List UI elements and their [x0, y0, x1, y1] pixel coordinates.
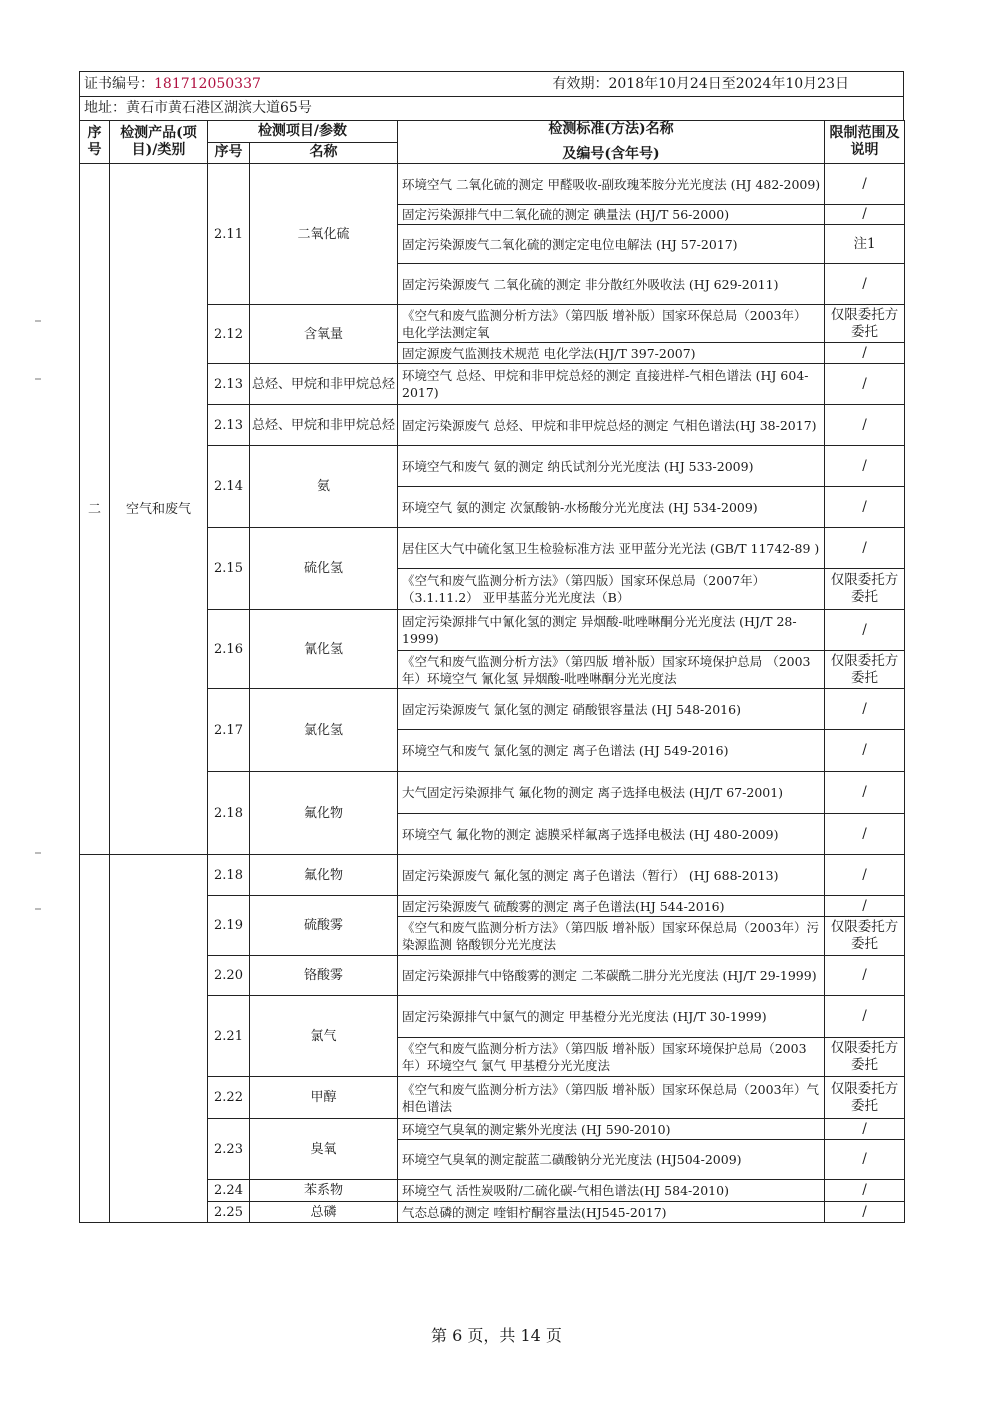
table-row: [80, 855, 905, 896]
standard-method: 固定污染源排气中二氧化硫的测定 碘量法 (HJ/T 56-2000): [398, 205, 825, 225]
limit-note: /: [825, 772, 905, 814]
limit-note: /: [825, 343, 905, 364]
item-name: 苯系物: [250, 1180, 398, 1202]
standard-method: 环境空气和废气 氨的测定 纳氏试剂分光光度法 (HJ 533-2009): [398, 446, 825, 487]
item-seq: 2.18: [208, 855, 250, 896]
item-name: 总烃、甲烷和非甲烷总烃: [250, 364, 398, 405]
standard-method: 固定污染源废气 氟化氢的测定 离子色谱法（暂行） (HJ 688-2013): [398, 855, 825, 896]
limit-note: 注1: [825, 225, 905, 264]
standard-method: 《空气和废气监测分析方法》（第四版 增补版）国家环保总局（2003年）污染源监测 铬酸钡分光光度法: [398, 917, 825, 956]
standard-method: 环境空气 二氧化硫的测定 甲醛吸收-副玫瑰苯胺分光光度法 (HJ 482-2009): [398, 164, 825, 205]
standard-method: 环境空气和废气 氯化氢的测定 离子色谱法 (HJ 549-2016): [398, 730, 825, 772]
item-seq: 2.13: [208, 405, 250, 446]
standard-method: 居住区大气中硫化氢卫生检验标准方法 亚甲蓝分光光法 (GB/T 11742-89 ): [398, 528, 825, 569]
standard-method: 固定源废气监测技术规范 电化学法(HJ/T 397-2007): [398, 343, 825, 364]
limit-note: /: [825, 1119, 905, 1140]
standard-method: 环境空气 氟化物的测定 滤膜采样氟离子选择电极法 (HJ 480-2009): [398, 814, 825, 855]
col-standard-line2: 及编号(含年号): [562, 146, 660, 162]
item-name: 铬酸雾: [250, 956, 398, 996]
limit-note: /: [825, 1140, 905, 1180]
item-seq: 2.20: [208, 956, 250, 996]
standard-method: 环境空气 总烃、甲烷和非甲烷总烃的测定 直接进样-气相色谱法 (HJ 604-2017): [398, 364, 825, 405]
standard-method: 环境空气臭氧的测定靛蓝二磺酸钠分光光度法 (HJ504-2009): [398, 1140, 825, 1180]
item-seq: 2.24: [208, 1180, 250, 1202]
category-name: 空气和废气: [110, 164, 208, 855]
col-seq: 序号: [80, 121, 110, 164]
limit-note: /: [825, 996, 905, 1038]
standard-method: 《空气和废气监测分析方法》（第四版）国家环保总局（2007年）（3.1.11.2） 亚甲基蓝分光光度法（B）: [398, 569, 825, 610]
item-seq: 2.17: [208, 689, 250, 772]
item-seq: 2.13: [208, 364, 250, 405]
col-standard-line1: 检测标准(方法)名称: [548, 121, 674, 137]
item-seq: 2.23: [208, 1119, 250, 1180]
limit-note: /: [825, 1180, 905, 1202]
col-product: 检测产品(项目)/类别: [110, 121, 208, 164]
col-item-name: 名称: [250, 142, 398, 164]
standard-method: 固定污染源排气中氰化氢的测定 异烟酸-吡唑啉酮分光光度法 (HJ/T 28-1999): [398, 610, 825, 651]
item-name: 氯气: [250, 996, 398, 1077]
limit-note: /: [825, 1202, 905, 1223]
item-name: 总烃、甲烷和非甲烷总烃: [250, 405, 398, 446]
item-seq: 2.16: [208, 610, 250, 689]
page-number: 第 6 页，共 14 页: [431, 1326, 562, 1345]
col-limit: 限制范围及说明: [825, 121, 905, 164]
standard-method: 《空气和废气监测分析方法》（第四版 增补版）国家环保总局（2003年） 电化学法测定氧: [398, 305, 825, 343]
standard-method: 固定污染源排气中氯气的测定 甲基橙分光光度法 (HJ/T 30-1999): [398, 996, 825, 1038]
limit-note: /: [825, 730, 905, 772]
col-standard: [398, 121, 825, 164]
scan-mark: [35, 852, 41, 854]
item-name: 硫酸雾: [250, 896, 398, 956]
limit-note: 仅限委托方委托: [825, 1077, 905, 1119]
scan-mark: [35, 320, 41, 322]
item-name: 总磷: [250, 1202, 398, 1223]
scan-mark: [35, 908, 41, 910]
item-seq: 2.21: [208, 996, 250, 1077]
item-name: 氟化物: [250, 772, 398, 855]
col-item-group: 检测项目/参数: [208, 121, 398, 143]
cert-label: 证书编号：: [84, 76, 154, 92]
limit-note: 仅限委托方委托: [825, 1038, 905, 1077]
limit-note: /: [825, 446, 905, 487]
limit-note: /: [825, 264, 905, 305]
item-seq: 2.19: [208, 896, 250, 956]
limit-note: /: [825, 164, 905, 205]
standard-method: 《空气和废气监测分析方法》（第四版 增补版）国家环境保护总局（2003年）环境空气 氯气 甲基橙分光光度法: [398, 1038, 825, 1077]
item-name: 氨: [250, 446, 398, 528]
standard-method: 气态总磷的测定 喹钼柠酮容量法(HJ545-2017): [398, 1202, 825, 1223]
standard-method: 《空气和废气监测分析方法》（第四版 增补版）国家环保总局（2003年）气相色谱法: [398, 1077, 825, 1119]
item-name: 臭氧: [250, 1119, 398, 1180]
item-name: 氰化氢: [250, 610, 398, 689]
limit-note: /: [825, 689, 905, 730]
category-name-cont: [110, 855, 208, 1223]
standard-method: 固定污染源废气 硫酸雾的测定 离子色谱法(HJ 544-2016): [398, 896, 825, 917]
cert-number-value: 181712050337: [154, 76, 261, 92]
item-name: 二氧化硫: [250, 164, 398, 305]
limit-note: /: [825, 610, 905, 651]
scan-mark: [35, 378, 41, 380]
item-name: 氟化物: [250, 855, 398, 896]
item-seq: 2.14: [208, 446, 250, 528]
limit-note: 仅限委托方委托: [825, 569, 905, 610]
standard-method: 环境空气 活性炭吸附/二硫化碳-气相色谱法(HJ 584-2010): [398, 1180, 825, 1202]
item-seq: 2.15: [208, 528, 250, 610]
limit-note: /: [825, 956, 905, 996]
standard-method: 《空气和废气监测分析方法》（第四版 增补版）国家环境保护总局 （2003年）环境空气 氰化氢 异烟酸-吡唑啉酮分光光度法: [398, 651, 825, 689]
limit-note: /: [825, 205, 905, 225]
limit-note: /: [825, 855, 905, 896]
limit-note: /: [825, 405, 905, 446]
standard-method: 固定污染源排气中铬酸雾的测定 二苯碳酰二肼分光光度法 (HJ/T 29-1999): [398, 956, 825, 996]
table-header: [80, 121, 905, 164]
validity-period: 有效期：2018年10月24日至2024年10月23日: [552, 76, 849, 92]
standard-method: 固定污染源废气 总烃、甲烷和非甲烷总烃的测定 气相色谱法(HJ 38-2017): [398, 405, 825, 446]
limit-note: /: [825, 896, 905, 917]
limit-note: /: [825, 528, 905, 569]
table-body: [80, 164, 905, 1223]
limit-note: 仅限委托方委托: [825, 305, 905, 343]
item-seq: 2.22: [208, 1077, 250, 1119]
certificate-number: [84, 72, 261, 96]
standard-method: 固定污染源废气二氧化硫的测定定电位电解法 (HJ 57-2017): [398, 225, 825, 264]
item-name: 硫化氢: [250, 528, 398, 610]
category-seq: 二: [80, 164, 110, 855]
item-seq: 2.11: [208, 164, 250, 305]
item-name: 含氧量: [250, 305, 398, 364]
item-seq: 2.25: [208, 1202, 250, 1223]
item-seq: 2.12: [208, 305, 250, 364]
limit-note: 仅限委托方委托: [825, 917, 905, 956]
address: 地址：黄石市黄石港区湖滨大道65号: [79, 96, 904, 120]
limit-note: /: [825, 814, 905, 855]
col-item-seq: 序号: [208, 142, 250, 164]
limit-note: /: [825, 364, 905, 405]
standard-method: 固定污染源废气 氯化氢的测定 硝酸银容量法 (HJ 548-2016): [398, 689, 825, 730]
standard-method: 环境空气臭氧的测定紫外光度法 (HJ 590-2010): [398, 1119, 825, 1140]
standard-method: 大气固定污染源排气 氟化物的测定 离子选择电极法 (HJ/T 67-2001): [398, 772, 825, 814]
item-name: 氯化氢: [250, 689, 398, 772]
category-seq-cont: [80, 855, 110, 1223]
table-row: [80, 164, 905, 205]
scope-table: [79, 120, 905, 1223]
limit-note: /: [825, 487, 905, 528]
item-seq: 2.18: [208, 772, 250, 855]
standard-method: 环境空气 氨的测定 次氯酸钠-水杨酸分光光度法 (HJ 534-2009): [398, 487, 825, 528]
item-name: 甲醇: [250, 1077, 398, 1119]
certificate-sheet: [79, 71, 904, 1223]
certificate-header: [79, 71, 904, 96]
limit-note: 仅限委托方委托: [825, 651, 905, 689]
standard-method: 固定污染源废气 二氧化硫的测定 非分散红外吸收法 (HJ 629-2011): [398, 264, 825, 305]
